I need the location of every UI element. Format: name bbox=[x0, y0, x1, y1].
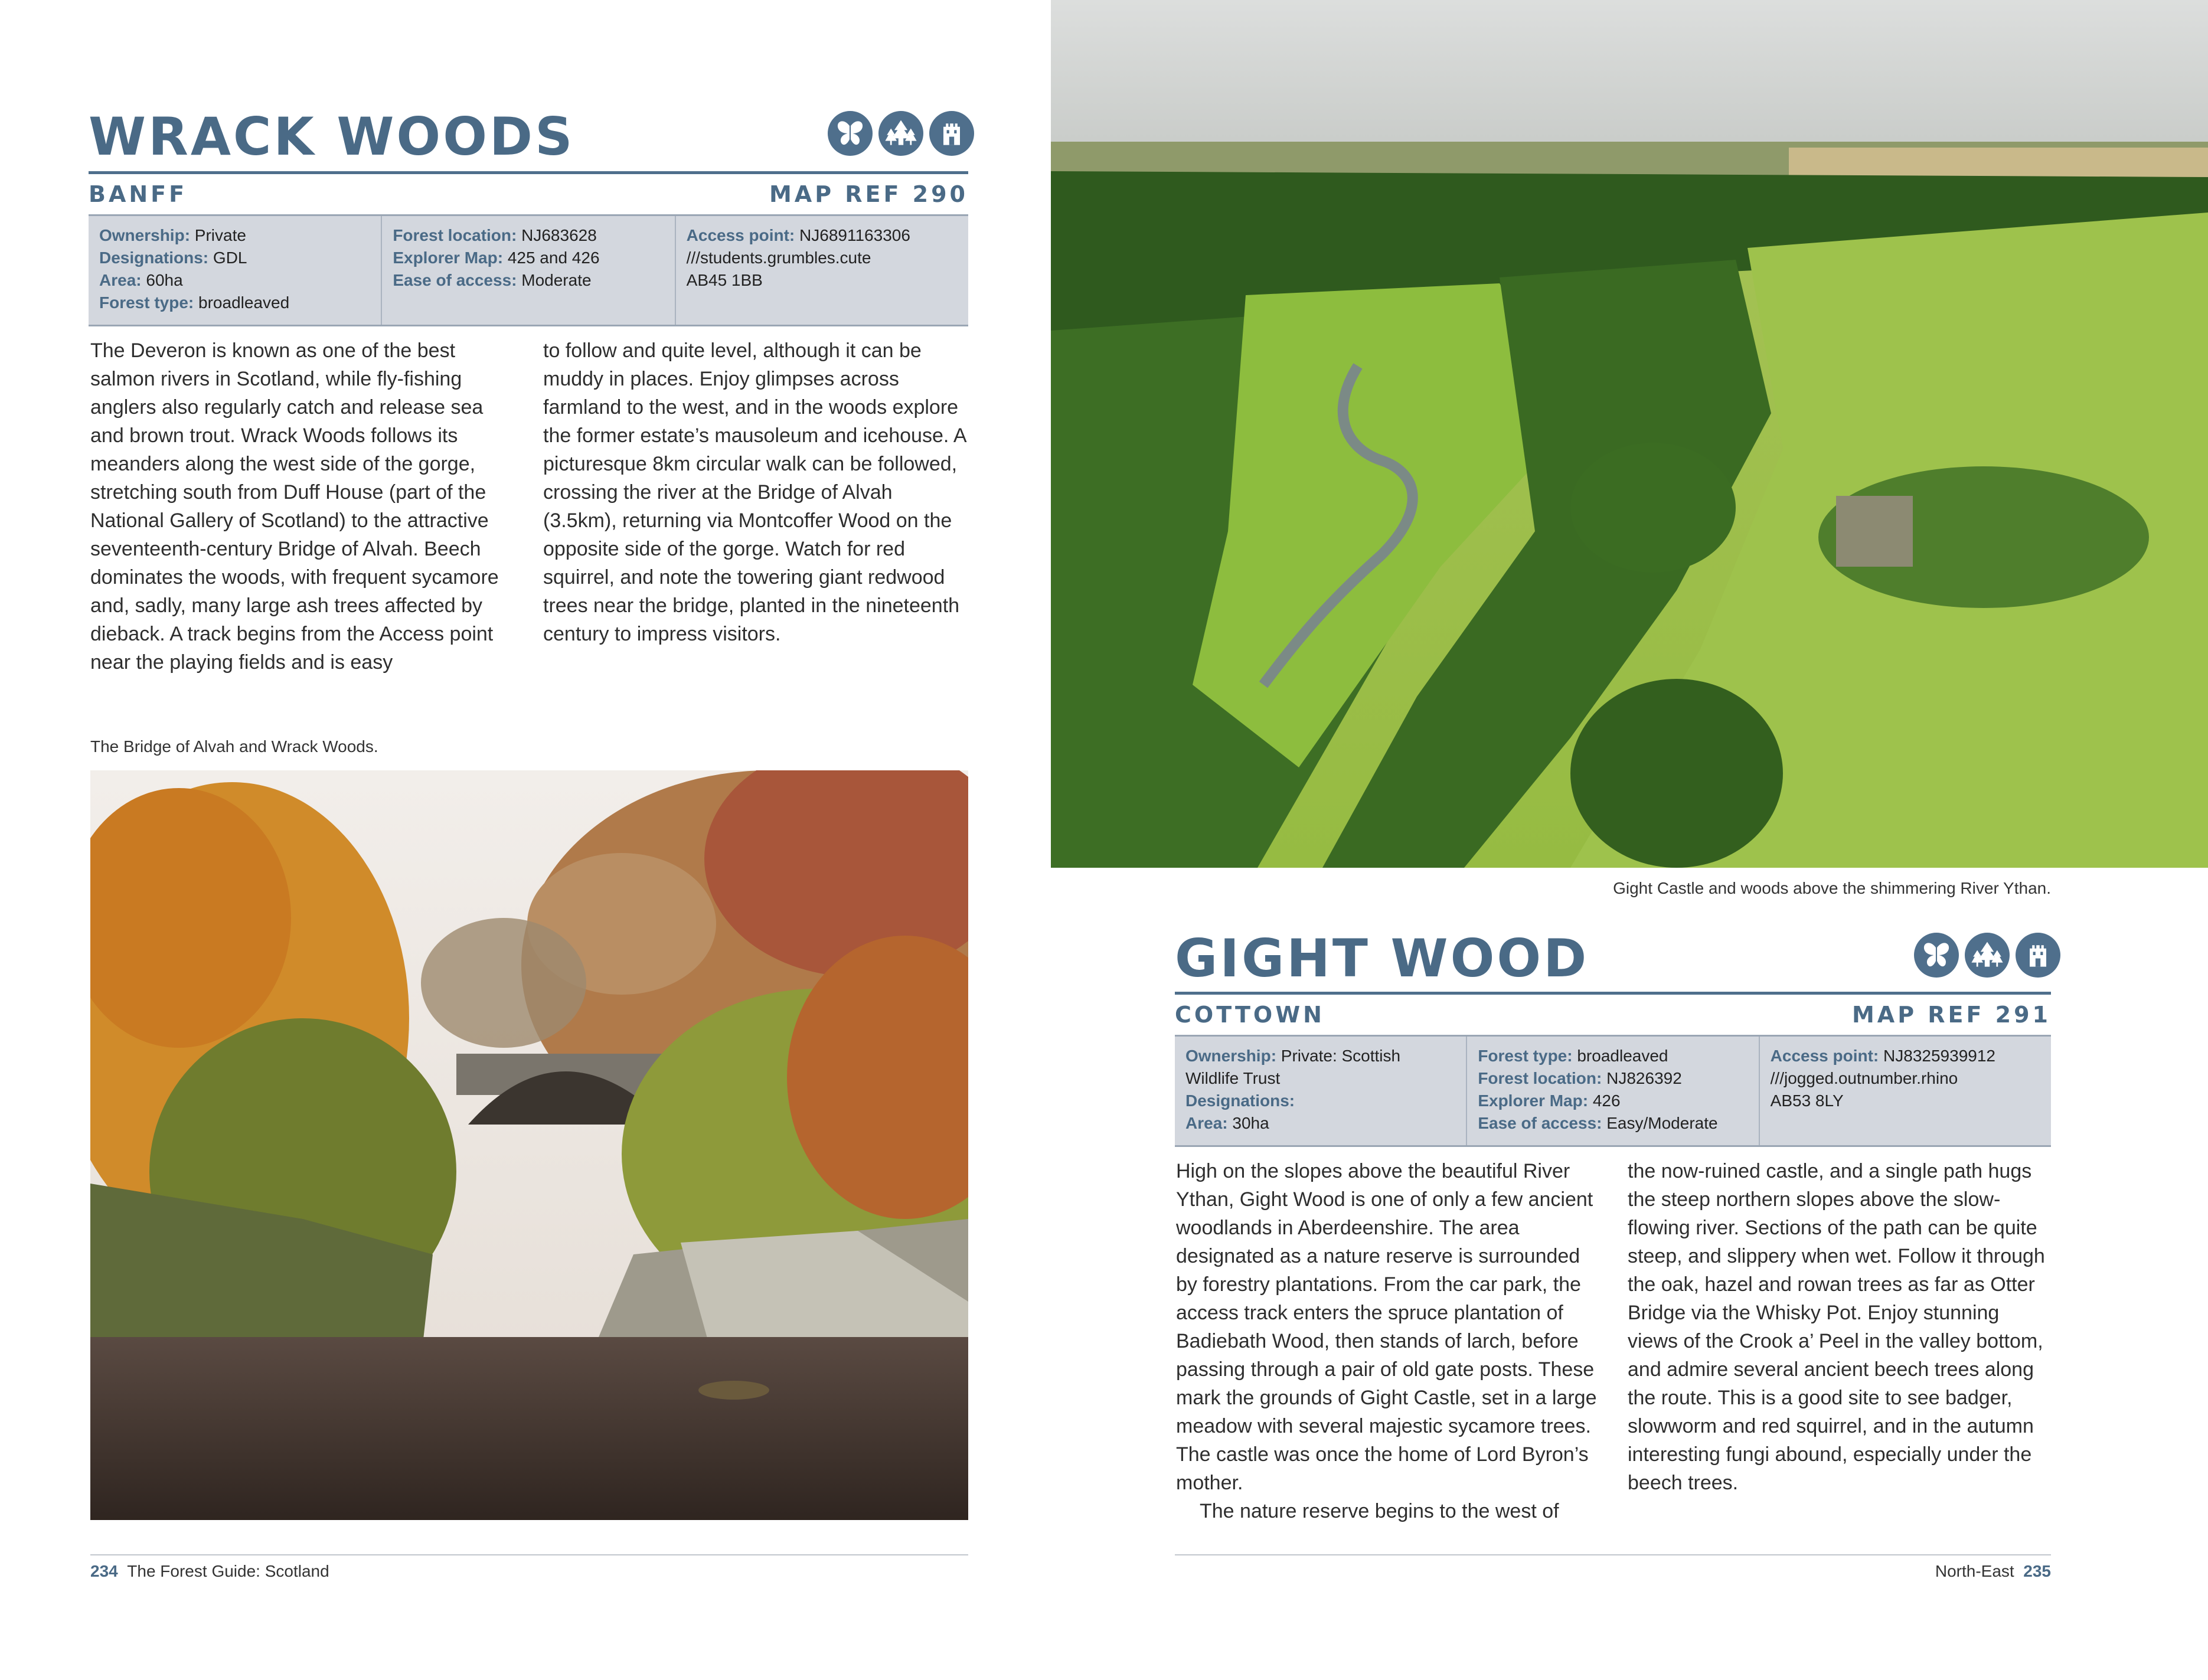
info-column-1 bbox=[89, 216, 381, 325]
forest-location-label: Forest location: bbox=[393, 226, 517, 244]
footer-rule bbox=[90, 1554, 968, 1555]
bridge-of-alvah-photo bbox=[90, 770, 968, 1520]
body-column-1 bbox=[90, 336, 515, 676]
ownership-value: Private: Scottish Wildlife Trust bbox=[1185, 1047, 1401, 1087]
forest-type-value: broadleaved bbox=[1577, 1047, 1668, 1065]
body-paragraph: High on the slopes above the beautiful River Ythan, Gight Wood is one of only a few ancient woodlands in Aberdeenshire. The area designated as a nature reserve is surrounded by forestry plantations. From the car park, the access track enters the spruce plantation of Badiebath Wood, then stands of larch, before passing through a pair of old gate posts. These mark the grounds of Gight Castle, set in a large meadow with several majestic sycamore trees. The castle was once the home of Lord Byron’s mother. bbox=[1176, 1160, 1597, 1494]
forest-location-value: NJ683628 bbox=[521, 226, 597, 244]
body-column-2 bbox=[1628, 1157, 2051, 1497]
access-point-ref: NJ6891163306 bbox=[799, 226, 910, 244]
castle-icon bbox=[2016, 933, 2060, 978]
explorer-map-label: Explorer Map: bbox=[1478, 1091, 1589, 1110]
photo-caption: Gight Castle and woods above the shimmering River Ythan. bbox=[1613, 879, 2051, 897]
access-what3words: ///students.grumbles.cute bbox=[686, 249, 871, 267]
access-point-label: Access point: bbox=[686, 226, 795, 244]
body-column-1 bbox=[1176, 1157, 1604, 1525]
info-column-2 bbox=[1466, 1037, 1758, 1145]
info-box bbox=[89, 214, 968, 326]
book-title: The Forest Guide: Scotland bbox=[127, 1562, 329, 1580]
body-column-2 bbox=[543, 336, 968, 648]
info-column-1 bbox=[1175, 1037, 1466, 1145]
designations-value: GDL bbox=[213, 249, 247, 267]
area-label: Area: bbox=[1185, 1114, 1228, 1132]
photo-caption: The Bridge of Alvah and Wrack Woods. bbox=[90, 737, 378, 756]
ownership-value: Private bbox=[194, 226, 246, 244]
ownership-label: Ownership: bbox=[1185, 1047, 1277, 1065]
forest-type-label: Forest type: bbox=[1478, 1047, 1573, 1065]
activity-icons bbox=[1914, 933, 2060, 978]
page-number: 234 bbox=[90, 1562, 118, 1580]
butterfly-icon bbox=[828, 111, 873, 156]
conifer-trees-icon bbox=[878, 111, 923, 156]
forest-location-value: NJ826392 bbox=[1606, 1069, 1682, 1087]
ease-label: Ease of access: bbox=[1478, 1114, 1602, 1132]
map-reference: MAP REF 290 bbox=[769, 181, 968, 207]
gight-castle-aerial-photo bbox=[1051, 0, 2208, 868]
page-footer bbox=[1175, 1561, 2051, 1581]
page-footer bbox=[90, 1561, 329, 1581]
location-label: COTTOWN bbox=[1175, 1002, 1325, 1028]
area-value: 30ha bbox=[1232, 1114, 1269, 1132]
map-reference: MAP REF 291 bbox=[1851, 1002, 2051, 1028]
info-column-2 bbox=[381, 216, 674, 325]
info-column-3 bbox=[1759, 1037, 2051, 1145]
access-what3words: ///jogged.outnumber.rhino bbox=[1770, 1069, 1958, 1087]
access-point-ref: NJ8325939912 bbox=[1883, 1047, 1995, 1065]
explorer-map-value: 425 and 426 bbox=[507, 249, 600, 267]
area-label: Area: bbox=[99, 271, 142, 289]
access-postcode: AB53 8LY bbox=[1770, 1091, 1844, 1110]
body-paragraph: The Deveron is known as one of the best salmon rivers in Scotland, while fly-fishing anglers also regularly catch and release sea and brown trout. Wrack Woods follows its meanders along the west side of the gorge, stretching south from Duff House (part of the National Gallery of Scotland) to the attractive seventeenth-century Bridge of Alvah. Beech dominates the woods, with frequent sycamore and, sadly, many large ash trees affected by dieback. A track begins from the Access point near the playing fields and is easy bbox=[90, 339, 499, 674]
body-paragraph: The nature reserve begins to the west of bbox=[1200, 1500, 1559, 1522]
body-paragraph: to follow and quite level, although it can be muddy in places. Enjoy glimpses across farmland to the west, and in the woods explore the former estate’s mausoleum and icehouse. A picturesque 8km circular walk can be followed, crossing the river at the Bridge of Alvah (3.5km), returning via Montcoffer Wood on the opposite side of the gorge. Watch for red squirrel, and note the towering giant redwood trees near the bridge, planted in the nineteenth century to impress visitors. bbox=[543, 339, 966, 645]
title-rule bbox=[89, 171, 968, 174]
access-postcode: AB45 1BB bbox=[686, 271, 763, 289]
castle-icon bbox=[929, 111, 974, 156]
body-paragraph: the now-ruined castle, and a single path hugs the steep northern slopes above the slow-flowing river. Sections of the path can be quite steep, and slippery when wet. Follow it through the oak, hazel and rowan trees as far as Otter Bridge via the Whisky Pot. Enjoy stunning views of the Crook a’ Peel in the valley bottom, and admire several ancient beech trees along the route. This is a good site to see badger, slowworm and red squirrel, and in the autumn interesting fungi abound, especially under the beech trees. bbox=[1628, 1160, 2045, 1494]
designations-label: Designations: bbox=[99, 249, 209, 267]
activity-icons bbox=[828, 111, 974, 156]
ownership-label: Ownership: bbox=[99, 226, 191, 244]
forest-location-label: Forest location: bbox=[1478, 1069, 1602, 1087]
butterfly-icon bbox=[1914, 933, 1959, 978]
area-value: 60ha bbox=[146, 271, 183, 289]
info-column-3 bbox=[675, 216, 968, 325]
ease-value: Easy/Moderate bbox=[1606, 1114, 1718, 1132]
title-rule bbox=[1175, 992, 2051, 995]
page-title: WRACK WOODS bbox=[89, 106, 575, 167]
footer-rule bbox=[1175, 1554, 2051, 1555]
explorer-map-value: 426 bbox=[1592, 1091, 1621, 1110]
page-number: 235 bbox=[2023, 1562, 2051, 1580]
explorer-map-label: Explorer Map: bbox=[393, 249, 504, 267]
location-label: BANFF bbox=[89, 181, 188, 207]
conifer-trees-icon bbox=[1965, 933, 2010, 978]
info-box bbox=[1175, 1035, 2051, 1147]
page-title: GIGHT WOOD bbox=[1175, 928, 1589, 989]
ease-label: Ease of access: bbox=[393, 271, 517, 289]
forest-type-value: broadleaved bbox=[198, 293, 290, 312]
designations-label: Designations: bbox=[1185, 1091, 1295, 1110]
access-point-label: Access point: bbox=[1770, 1047, 1879, 1065]
ease-value: Moderate bbox=[521, 271, 592, 289]
forest-type-label: Forest type: bbox=[99, 293, 194, 312]
section-name: North-East bbox=[1935, 1562, 2014, 1580]
